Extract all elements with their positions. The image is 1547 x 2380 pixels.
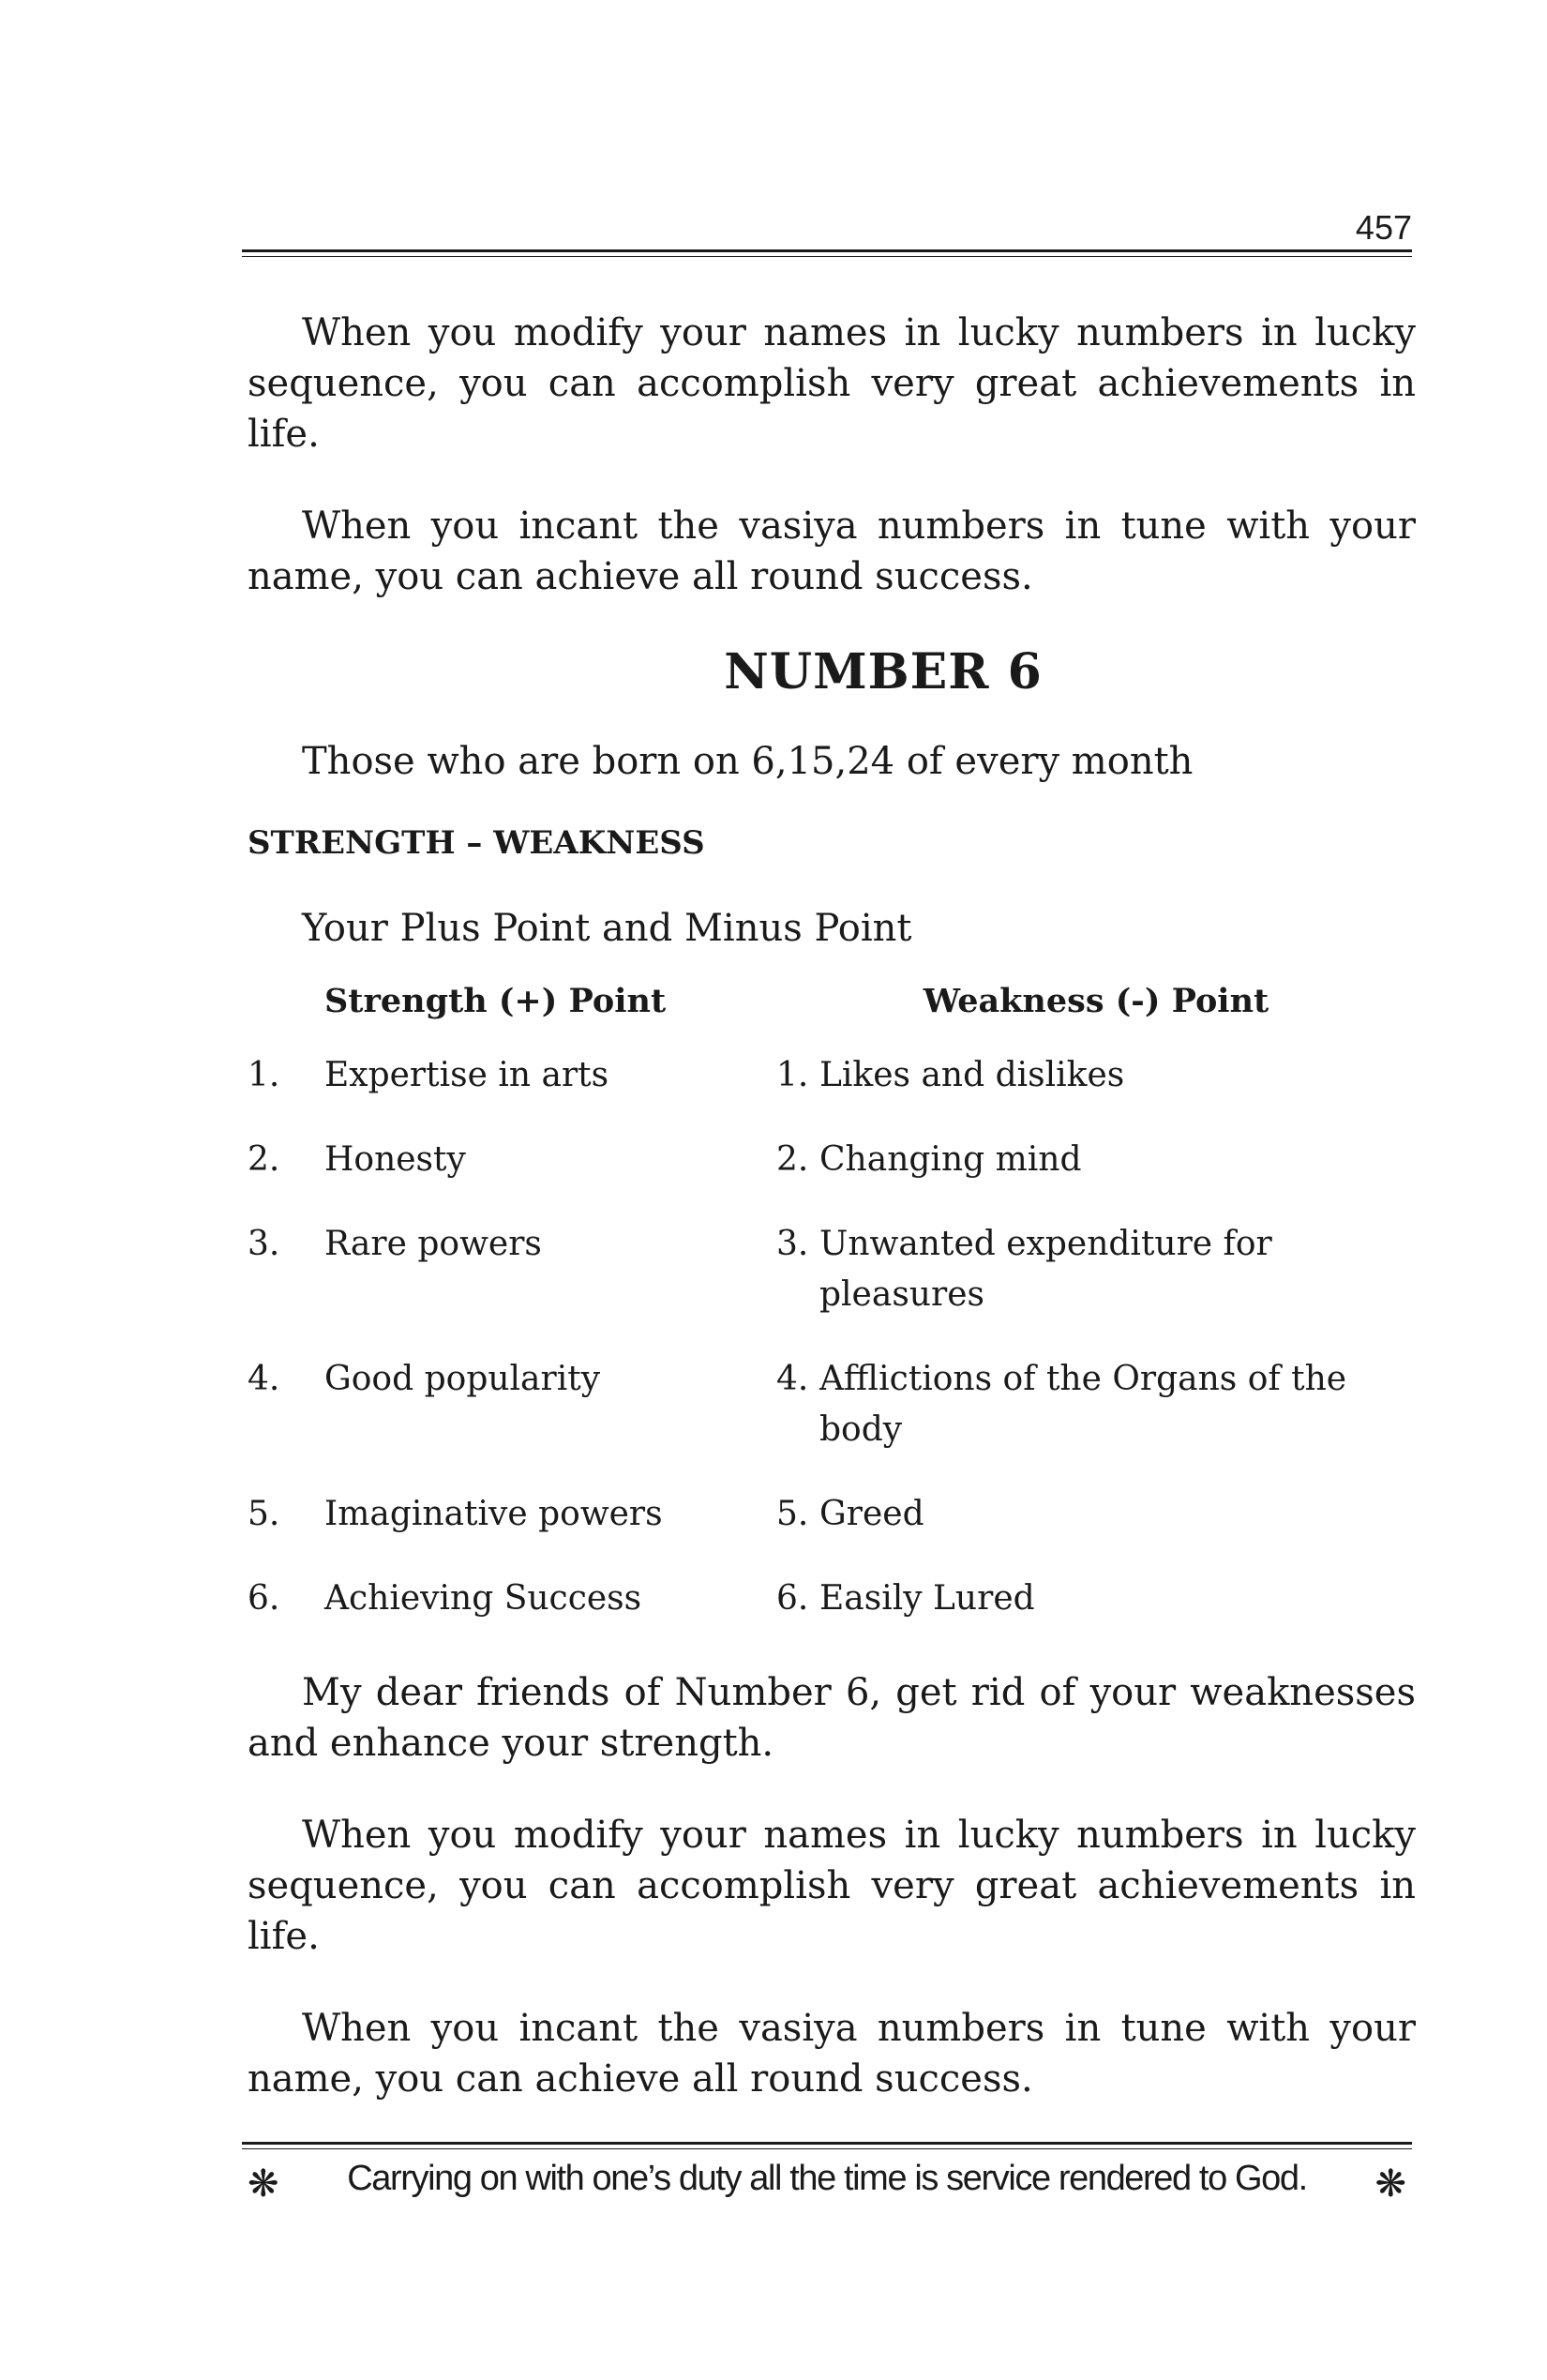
- strength-item: Achieving Success: [324, 1579, 642, 1618]
- weakness-text: Greed: [819, 1495, 924, 1533]
- weakness-text: Changing mind: [819, 1140, 1082, 1179]
- weakness-number: 3.: [776, 1225, 809, 1263]
- paragraph-lucky-sequence: When you modify your names in lucky numbers in lucky sequence, you can accomplish very great achievements in life.: [248, 1814, 1416, 1958]
- page-body: [248, 308, 1416, 2146]
- ornament-icon: ❋: [1374, 2162, 1406, 2206]
- strength-item: Rare powers: [324, 1225, 542, 1263]
- ornament-icon: ❋: [248, 2162, 279, 2206]
- strength-header: Strength (+) Point: [324, 982, 667, 1020]
- paragraph-lucky-sequence: When you modify your names in lucky numbers in lucky sequence, you can accomplish very great achievements in life.: [248, 311, 1416, 456]
- paragraph-dear-friends: My dear friends of Number 6, get rid of your weaknesses and enhance your strength.: [248, 1671, 1416, 1765]
- weakness-item: [776, 1574, 1416, 1658]
- subintro-text: Your Plus Point and Minus Point: [302, 907, 912, 950]
- weakness-text: Easily Lured: [819, 1579, 1035, 1618]
- weakness-item: [776, 1489, 1416, 1574]
- weakness-item: [776, 1354, 1416, 1489]
- weakness-header: Weakness (-) Point: [923, 982, 1269, 1020]
- weakness-number: 5.: [776, 1495, 809, 1533]
- intro-text: Those who are born on 6,15,24 of every month: [302, 740, 1194, 783]
- strength-item: Good popularity: [324, 1360, 601, 1398]
- strength-weakness-table: [248, 982, 1416, 1658]
- row-number: 1.: [248, 1056, 280, 1094]
- header-rule: [242, 249, 1412, 257]
- row-number: 4.: [248, 1360, 280, 1398]
- weakness-item: [776, 1050, 1416, 1135]
- paragraph-vasiya: When you incant the vasiya numbers in tune with your name, you can achieve all round success.: [248, 2007, 1416, 2101]
- row-number: 2.: [248, 1140, 280, 1179]
- weakness-item: [776, 1135, 1416, 1219]
- page-footer: [242, 2157, 1412, 2213]
- row-number: 3.: [248, 1225, 280, 1263]
- weakness-text: Afflictions of the Organs of the body: [819, 1360, 1347, 1449]
- weakness-item: [776, 1219, 1416, 1354]
- closing-paragraphs: [248, 1667, 1416, 2104]
- strength-item: Honesty: [324, 1140, 466, 1179]
- section-heading: STRENGTH – WEAKNESS: [248, 824, 705, 862]
- strength-item: Imaginative powers: [324, 1495, 663, 1533]
- page-number: 457: [1355, 208, 1412, 247]
- weakness-number: 4.: [776, 1360, 809, 1398]
- weakness-number: 2.: [776, 1140, 809, 1179]
- weakness-text: Unwanted expenditure for pleasures: [819, 1225, 1272, 1314]
- weakness-number: 1.: [776, 1056, 809, 1094]
- footer-quote: Carrying on with one’s duty all the time is service rendered to God.: [347, 2159, 1307, 2198]
- table-header-spacer: [248, 982, 324, 1050]
- footer-rule: [242, 2142, 1412, 2149]
- weakness-text: Likes and dislikes: [819, 1056, 1125, 1094]
- paragraph-vasiya: When you incant the vasiya numbers in tune with your name, you can achieve all round success.: [248, 505, 1416, 598]
- strength-item: Expertise in arts: [324, 1056, 609, 1094]
- weakness-number: 6.: [776, 1579, 809, 1618]
- row-number: 5.: [248, 1495, 280, 1533]
- chapter-title: NUMBER 6: [724, 643, 1043, 700]
- row-number: 6.: [248, 1579, 280, 1618]
